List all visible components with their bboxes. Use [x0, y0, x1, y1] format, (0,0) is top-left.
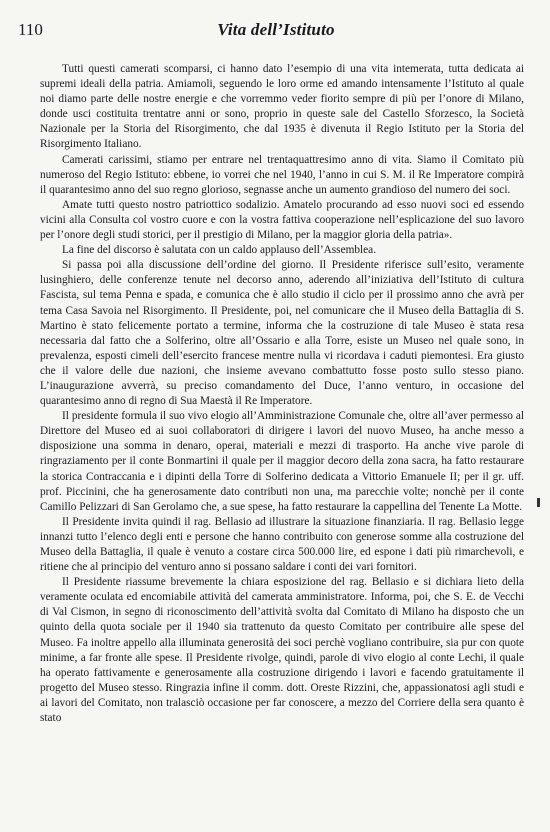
- page-number: 110: [18, 20, 43, 39]
- paragraph: Il presidente formula il suo vivo elogio all’Amministrazione Comunale che, oltre all’aver permesso al Direttore del Museo ed ai suoi collaboratori di dirigere i lavori del nuovo Museo, ha anche messo a disposizione una somma in denaro, operai, materiali e mezzi di trasporto. Ha anche vive parole di ringraziamento per il conte Bonmartini il quale per il maggior decoro della zona sacra, ha fatto restaurare la storica Contraccania e i dipinti della Torre di Solferino dedicata a Vittorio Emanuele II; per il gr. uff. prof. Piccinini, che ha generosamente dato contributi non una, ma parecchie volte; nonchè per il conte Camillo Pelizzari di San Gerolamo che, a sue spese, ha fatto restaurare la cappellina del Tenente La Motte.: [40, 410, 524, 513]
- paragraph: Il Presidente riassume brevemente la chiara esposizione del rag. Bellasio e si dichiara lieto della veramente oculata ed encomiabile attività del camerata amministratore. Informa, poi, che S. E. de Vecchi di Val Cismon, in segno di riconoscimento dell’attività svolta dal Comitato di Milano ha disposto che un quinto della quota sociale per il 1940 sia trattenuto da questo Comitato per contribuire alle spese del Museo. Fa inoltre appello alla illuminata generosità dei soci perchè vogliano contribuire, sia pur con quote minime, a far fronte alle spese. Il Presidente rivolge, quindi, parole di vivo elogio al conte Lechi, il quale ha operato fattivamente e generosamente alla costruzione dirigendo i lavori e facendo gratuitamente il progetto del Museo stesso. Ringrazia infine il comm. dott. Oreste Rizzini, che, appassionatosi agli studi e ai lavori del Comitato, non tralasciò occasione per far conoscere, a mezzo del Corriere della sera quanto è stato: [40, 576, 524, 725]
- paragraph: Amate tutti questo nostro patriottico sodalizio. Amatelo procurando ad esso nuovi soci ed essendo vicini alla Consulta col vostro cuore e con la vostra fattiva cooperazione nell’esplicazione del suo lavoro per l’onore degli studi storici, per il prestigio di Milano, per la maggior gloria della patria».: [40, 198, 524, 242]
- running-title: Vita dell’Istituto: [217, 20, 335, 39]
- body-text: [40, 62, 524, 726]
- paragraph: La fine del discorso è salutata con un caldo applauso dell’Assemblea.: [62, 244, 377, 257]
- margin-mark: [537, 498, 540, 507]
- paragraph: Tutti questi camerati scomparsi, ci hanno dato l’esempio di una vita intemerata, tutta dedicata ai supremi ideali della patria. Amiamoli, seguendo le loro orme ed amando intensamente l’Istituto al quale noi diamo parte delle nostre energie e che vorremmo veder fiorito sempre di più per l’onore di Milano, donde usci costituita trentatre anni or sono, proprio in queste sale del Castello Sforzesco, la Società Nazionale per la Storia del Risorgimento, che dal 1935 è divenuta il Regio Istituto per la Storia del Risorgimento Italiano.: [40, 63, 524, 151]
- paragraph: Camerati carissimi, stiamo per entrare nel trentaquattresimo anno di vita. Siamo il Comitato più numeroso del Regio Istituto: ebbene, io vorrei che nel 1940, l’anno in cui S. M. il Re Imperatore compirà il quarantesimo anno del suo regno glorioso, segnasse anche un aumento grandioso del numero dei soci.: [40, 153, 524, 196]
- page-header: [14, 12, 538, 38]
- paragraph: Il Presidente invita quindi il rag. Bellasio ad illustrare la situazione finanziaria. Il rag. Bellasio legge innanzi tutto l’elenco degli enti e persone che hanno contribuito con generose somme alla costruzione del Museo della Battaglia, il quale è venuto a costare circa 500.000 lire, ed espone i dati più rimarchevoli, e ritiene che al principio del venturo anno si possano saldare i conti dei vari fornitori.: [40, 515, 524, 574]
- paragraph: Si passa poi alla discussione dell’ordine del giorno. Il Presidente riferisce sull’esito, veramente lusinghiero, delle conferenze tenute nel decorso anno, aderendo all’iniziativa dell’Istituto di cultura Fascista, sul tema Penna e spada, e comunica che è allo studio il ciclo per il prossimo anno che avrà per tema Casa Savoia nel Risorgimento. Il Presidente, poi, nel comunicare che il Museo della Battaglia di S. Martino è stato felicemente portato a termine, informa che la costruzione di tale Museo è stata resa necessaria dal fatto che a Solferino, oltre all’Ossario e alla Torre, esiste un Museo nel quale sono, in prevalenza, esposti cimeli dell’esercito francese mentre nulla vi ricordava i caduti piemontesi. Era giusto che il valore delle due nazioni, che insieme avevano combattutto fosse posto sullo stesso piano. L’inaugurazione avverrà, su preciso comandamento del Duce, l’anno venturo, in occasione del quarantesimo anno di regno di Sua Maestà il Re Imperatore.: [40, 259, 524, 408]
